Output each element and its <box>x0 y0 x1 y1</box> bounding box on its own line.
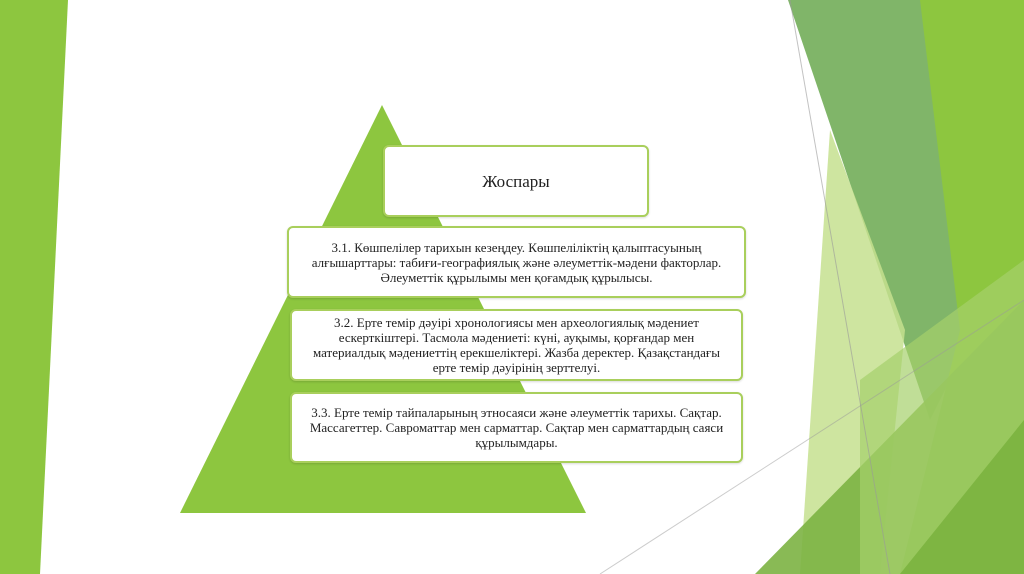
plan-item-3 <box>290 392 743 463</box>
title-box <box>383 145 649 217</box>
plan-item-1-text: 3.1. Көшпелілер тарихын кезеңдеу. Көшпеліліктің қалыптасуының алғышарттары: табиғи-географиялық және әлеуметтік-мәдени факторлар. Әлеуметтік құрылымы мен қоғамдық құрылысы. <box>311 239 722 285</box>
plan-item-2 <box>290 309 743 381</box>
plan-item-3-text: 3.3. Ерте темір тайпаларының этносаяси және әлеуметтік тарихы. Сақтар. Массагеттер. Савроматтар мен сарматтар. Сақтар мен сарматтардың саяси құрылымдары. <box>309 405 724 450</box>
plan-item-1 <box>287 226 746 298</box>
slide-title: Жоспары <box>482 171 550 191</box>
plan-item-2-text: 3.2. Ерте темір дәуірі хронологиясы мен археологиялық мәдениет ескерткіштері. Тасмола мәдениеті: күні, ауқымы, қорғандар мен материалдық мәдениеттің ерекшеліктері. Жазба деректер. Қазақстандағы ерте темір дәуірінің зерттелуі. <box>312 315 721 375</box>
